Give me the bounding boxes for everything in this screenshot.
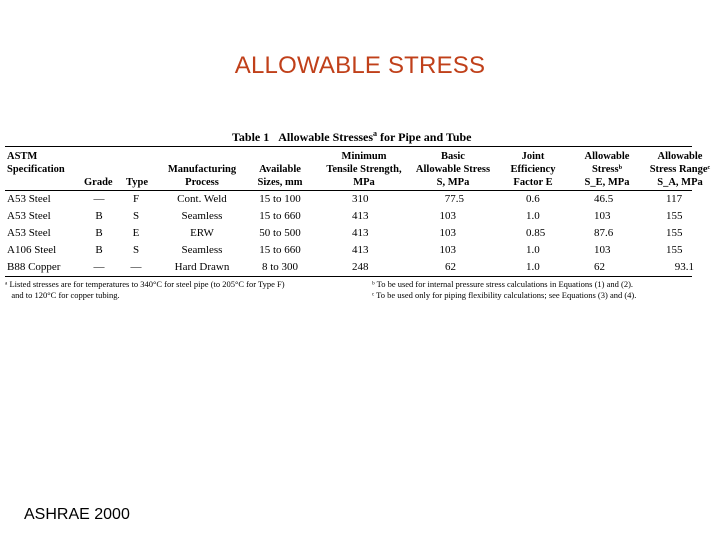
cell-process: Cont. Weld bbox=[177, 193, 227, 205]
footnote-a: ᵃ Listed stresses are for temperatures to 340°C for steel pipe (to 205°C for Type F) and to 120°C for copper tubing. bbox=[5, 279, 285, 300]
source-citation: ASHRAE 2000 bbox=[24, 506, 130, 523]
cell-tensile: 413 bbox=[352, 210, 369, 222]
cell-basic: 103 bbox=[439, 227, 456, 239]
cell-tensile: 248 bbox=[352, 261, 369, 273]
table-caption-text: Allowable Stresses bbox=[278, 130, 374, 144]
cell-process: Seamless bbox=[181, 210, 223, 222]
cell-grade: B bbox=[95, 244, 103, 256]
cell-tensile: 413 bbox=[352, 244, 369, 256]
footnote-c: ᶜ To be used only for piping flexibility calculations; see Equations (3) and (4). bbox=[372, 290, 637, 300]
cell-grade: B bbox=[95, 227, 103, 239]
cell-sizes: 50 to 500 bbox=[259, 227, 301, 239]
cell-tensile: 310 bbox=[352, 193, 369, 205]
cell-spec: A53 Steel bbox=[7, 210, 51, 222]
cell-type: S bbox=[132, 244, 140, 256]
cell-sizes: 15 to 100 bbox=[259, 193, 301, 205]
cell-allowable-range: 155 bbox=[666, 244, 683, 256]
cell-joint: 1.0 bbox=[526, 210, 540, 222]
cell-basic: 62 bbox=[445, 261, 456, 273]
cell-grade: — bbox=[93, 261, 105, 273]
cell-process: Seamless bbox=[181, 244, 223, 256]
cell-type: E bbox=[132, 227, 140, 239]
header-allowable-range: Allowable Stress Rangeᶜ S_A, MPa bbox=[649, 151, 711, 188]
cell-process: ERW bbox=[190, 227, 214, 239]
cell-allowable-range: 155 bbox=[666, 227, 683, 239]
cell-process: Hard Drawn bbox=[174, 261, 230, 273]
cell-spec: B88 Copper bbox=[7, 261, 61, 273]
header-joint: Joint Efficiency Factor E bbox=[510, 151, 556, 188]
header-type: Type bbox=[126, 177, 148, 188]
table-number: Table 1 bbox=[232, 130, 270, 144]
slide-title: ALLOWABLE STRESS bbox=[234, 52, 486, 79]
header-bottom-rule bbox=[5, 190, 692, 191]
cell-allowable-stress: 103 bbox=[594, 210, 611, 222]
cell-basic: 77.5 bbox=[444, 193, 464, 205]
cell-allowable-range: 155 bbox=[666, 210, 683, 222]
cell-allowable-stress: 46.5 bbox=[594, 193, 614, 205]
cell-grade: — bbox=[93, 193, 105, 205]
table-bottom-rule bbox=[5, 276, 692, 277]
table-caption-suffix: for Pipe and Tube bbox=[377, 130, 472, 144]
cell-sizes: 15 to 660 bbox=[259, 244, 301, 256]
cell-joint: 1.0 bbox=[526, 261, 540, 273]
cell-type: F bbox=[132, 193, 140, 205]
cell-grade: B bbox=[95, 210, 103, 222]
header-sizes: Available Sizes, mm bbox=[257, 164, 303, 188]
header-basic: Basic Allowable Stress S, MPa bbox=[415, 151, 491, 188]
cell-joint: 1.0 bbox=[526, 244, 540, 256]
header-allowable-stress: Allowable Stressᵇ S_E, MPa bbox=[584, 151, 630, 188]
header-astm: ASTM Specification bbox=[7, 151, 65, 175]
cell-sizes: 8 to 300 bbox=[261, 261, 299, 273]
cell-allowable-stress: 103 bbox=[594, 244, 611, 256]
header-grade: Grade bbox=[84, 177, 113, 188]
cell-type: — bbox=[130, 261, 142, 273]
cell-joint: 0.85 bbox=[526, 227, 546, 239]
table-caption-sup: a bbox=[373, 129, 378, 138]
cell-type: S bbox=[132, 210, 140, 222]
header-process: Manufacturing Process bbox=[167, 164, 237, 188]
cell-spec: A53 Steel bbox=[7, 227, 51, 239]
cell-allowable-range: 117 bbox=[666, 193, 683, 205]
cell-allowable-stress: 87.6 bbox=[594, 227, 614, 239]
table-top-rule bbox=[5, 146, 692, 147]
footnote-b: ᵇ To be used for internal pressure stress calculations in Equations (1) and (2). bbox=[372, 279, 634, 289]
cell-tensile: 413 bbox=[352, 227, 369, 239]
cell-joint: 0.6 bbox=[526, 193, 540, 205]
cell-spec: A53 Steel bbox=[7, 193, 51, 205]
cell-sizes: 15 to 660 bbox=[259, 210, 301, 222]
table-caption bbox=[232, 129, 472, 145]
cell-allowable-stress: 62 bbox=[594, 261, 605, 273]
cell-basic: 103 bbox=[439, 244, 456, 256]
header-tensile: Minimum Tensile Strength, MPa bbox=[326, 151, 402, 188]
cell-spec: A106 Steel bbox=[7, 244, 57, 256]
cell-basic: 103 bbox=[439, 210, 456, 222]
cell-allowable-range: 93.1 bbox=[674, 261, 694, 273]
